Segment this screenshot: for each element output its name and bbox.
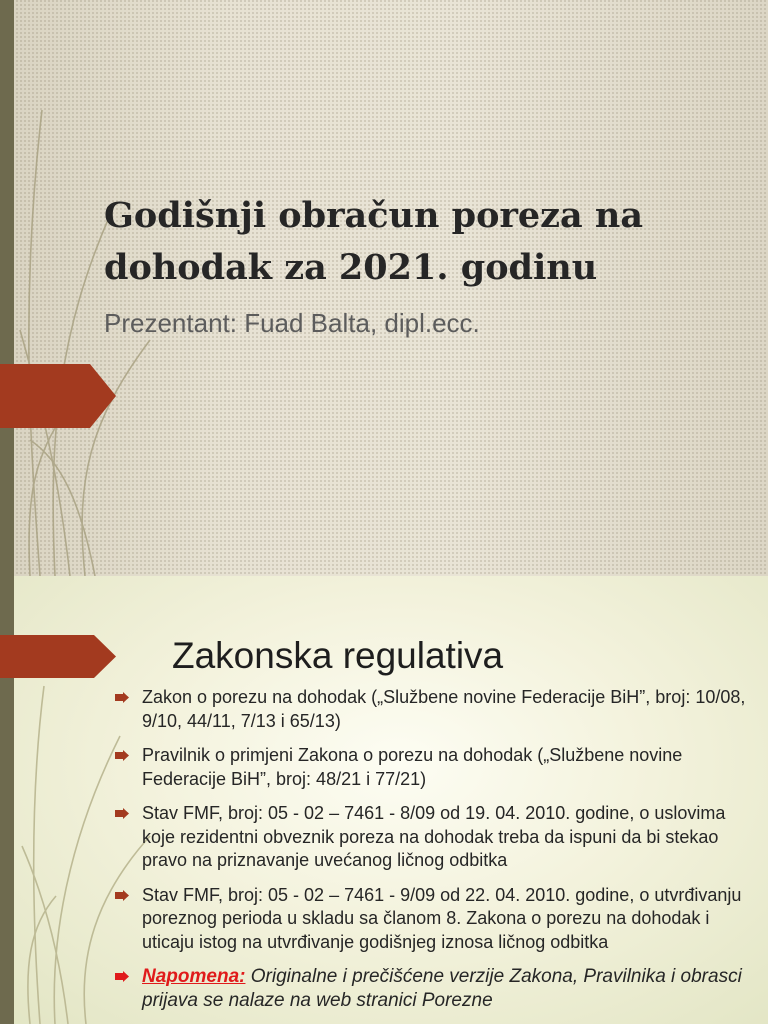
- slide-subtitle: Prezentant: Fuad Balta, dipl.ecc.: [104, 308, 480, 338]
- list-item-text: Stav FMF, broj: 05 - 02 – 7461 - 9/09 od 22. 04. 2010. godine, o utvrđivanju poreznog perioda u skladu sa članom 8. Zakona o porezu na dohodak i uticaju istog na utvrđivanje godišnjeg iznosa ličnog odbitka: [142, 884, 742, 952]
- list-item: [113, 744, 753, 791]
- arrow-bullet-icon: [115, 890, 129, 901]
- slide-title: Zakonska regulativa: [172, 635, 504, 676]
- list-item-text: Stav FMF, broj: 05 - 02 – 7461 - 8/09 od 19. 04. 2010. godine, o uslovima koje rezidentni obveznik poreza na dohodak treba da ispuni da bi stekao pravo na priznavanje uvećanog ličnog odbitka: [142, 803, 726, 870]
- title-accent-ribbon: [0, 635, 116, 678]
- regulation-list: [113, 686, 753, 1023]
- arrow-bullet-icon: [115, 808, 129, 819]
- regulation-slide: [0, 576, 768, 1024]
- arrow-bullet-icon: [115, 971, 129, 982]
- slide-title: Godišnji obračun poreza na dohodak za 2021. godinu: [104, 195, 644, 288]
- list-item: [113, 884, 753, 955]
- arrow-bullet-icon: [115, 692, 129, 703]
- list-item-text: Pravilnik o primjeni Zakona o porezu na dohodak („Službene novine Federacije BiH”, broj: 48/21 i 77/21): [142, 745, 683, 789]
- list-item: [113, 686, 753, 733]
- list-item: [113, 802, 753, 873]
- title-accent-ribbon: [0, 364, 116, 428]
- note-text: Originalne i prečišćene verzije Zakona, Pravilnika i obrasci prijava se nalaze na web stranici Porezne: [142, 966, 742, 1011]
- note-label: Napomena:: [142, 966, 246, 987]
- note-item: [113, 965, 753, 1012]
- arrow-bullet-icon: [115, 750, 129, 761]
- list-item-text: Zakon o porezu na dohodak („Službene novine Federacije BiH”, broj: 10/08, 9/10, 44/11, 7/13 i 65/13): [142, 687, 746, 731]
